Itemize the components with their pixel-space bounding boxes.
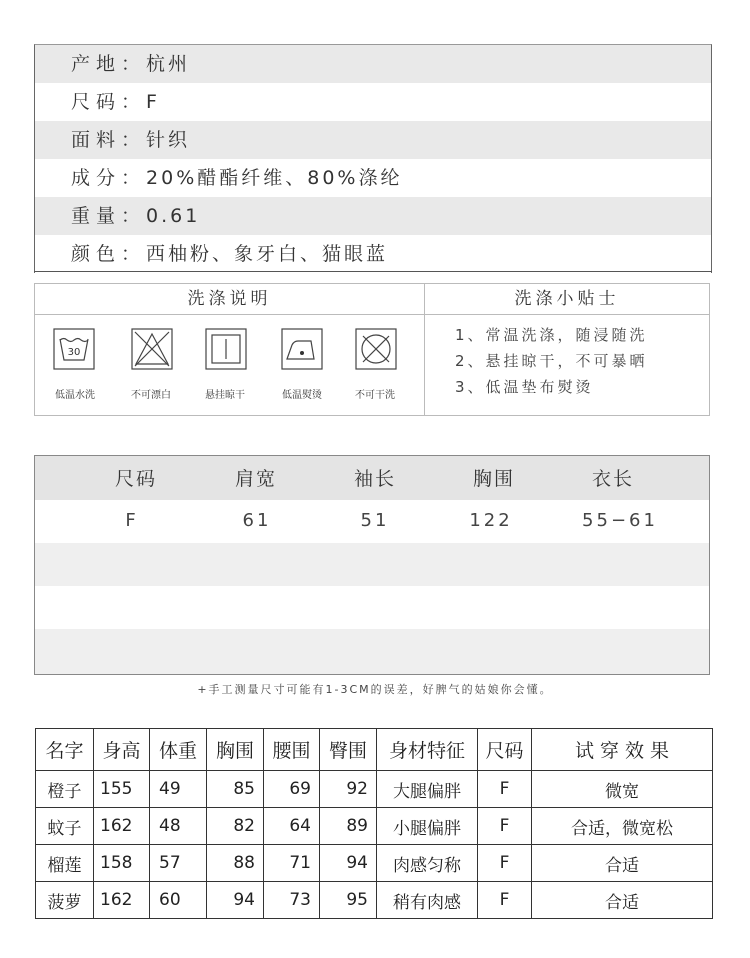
column-header: 胸围 [472,468,516,490]
product-info-panel [34,44,712,273]
table-row [36,771,713,808]
hang-dry-icon [205,328,247,370]
table-cell: 61 [242,510,272,531]
size-chart [34,455,710,675]
info-label: 重量： [71,205,147,227]
table-cell: F [478,808,532,845]
table-cell: 122 [469,510,513,531]
info-row-fabric [35,121,711,159]
info-value: 0.61 [146,205,201,227]
table-cell: 49 [150,771,207,808]
table-cell: 162 [94,808,150,845]
column-header: 衣长 [591,468,635,490]
column-header: 身高 [94,729,150,771]
washing-tips-list [455,322,648,400]
table-cell: F [125,510,139,531]
table-cell: 155 [94,771,150,808]
column-header: 身材特征 [377,729,478,771]
table-cell: 162 [94,882,150,919]
info-label: 面料： [71,129,147,151]
info-value: 20%醋酯纤维、80%涤纶 [146,167,403,189]
table-cell: 88 [207,845,264,882]
table-cell: F [478,882,532,919]
washing-tips-title: 洗涤小贴士 [425,284,709,315]
table-cell: 95 [320,882,377,919]
table-cell: 71 [264,845,320,882]
divider [424,284,425,415]
info-row-weight [35,197,711,235]
column-header: 袖长 [353,468,397,490]
list-item: 2、悬挂晾干，不可暴晒 [455,352,648,370]
info-row-composition [35,159,711,197]
table-cell: 158 [94,845,150,882]
table-cell: 69 [264,771,320,808]
table-row [36,808,713,845]
table-cell: 85 [207,771,264,808]
table-cell: 微宽 [532,771,713,808]
table-cell: 94 [207,882,264,919]
no-bleach-icon [131,328,173,370]
table-cell: 73 [264,882,320,919]
table-cell: 蚊子 [36,808,94,845]
column-header: 肩宽 [234,468,278,490]
table-cell: 60 [150,882,207,919]
table-cell: 82 [207,808,264,845]
info-label: 尺码： [71,91,147,113]
table-cell: 57 [150,845,207,882]
column-header: 体重 [150,729,207,771]
wash-temp-badge: 30 [67,347,81,358]
fitting-table [35,728,713,919]
info-label: 产地： [71,53,147,75]
table-cell: 肉感匀称 [377,845,478,882]
table-cell: 橙子 [36,771,94,808]
table-cell: F [478,771,532,808]
measurement-note: +手工测量尺寸可能有1-3CM的误差，好脾气的姑娘你会懂。 [197,683,553,696]
care-icons [35,314,424,414]
care-caption: 不可干洗 [355,390,395,401]
table-cell: 稍有肉感 [377,882,478,919]
table-cell: 89 [320,808,377,845]
wash-30-icon [53,328,95,370]
empty-row [35,629,709,674]
table-cell: 94 [320,845,377,882]
care-caption: 悬挂晾干 [205,390,245,401]
info-label: 成分： [71,167,147,189]
column-header: 腰围 [264,729,320,771]
list-item: 1、常温洗涤，随浸随洗 [455,326,648,344]
table-cell: 55−61 [582,510,658,531]
empty-row [35,543,709,586]
table-cell: 榴莲 [36,845,94,882]
low-iron-icon [281,328,323,370]
care-caption: 不可漂白 [131,390,171,401]
table-cell: 小腿偏胖 [377,808,478,845]
care-caption: 低温熨烫 [282,390,322,401]
table-cell: 大腿偏胖 [377,771,478,808]
info-row-size [35,83,711,121]
care-caption: 低温水洗 [55,390,95,401]
table-cell: 48 [150,808,207,845]
table-header-row [36,729,713,771]
table-cell: 51 [360,510,390,531]
table-cell: 合适，微宽松 [532,808,713,845]
table-cell: 合适 [532,882,713,919]
column-header: 尺码 [114,468,158,490]
info-value: 西柚粉、象牙白、猫眼蓝 [146,243,389,265]
table-row [36,882,713,919]
list-item: 3、低温垫布熨烫 [455,378,594,396]
column-header: 臀围 [320,729,377,771]
table-row [36,845,713,882]
info-value: F [146,91,160,113]
table-cell: F [478,845,532,882]
table-cell: 64 [264,808,320,845]
washing-panel [34,283,710,416]
no-dry-clean-icon [355,328,397,370]
column-header: 名字 [36,729,94,771]
info-value: 杭州 [146,53,191,75]
table-cell: 92 [320,771,377,808]
table-row [35,500,709,543]
table-cell: 合适 [532,845,713,882]
info-value: 针织 [146,129,191,151]
divider [34,271,712,272]
column-header: 尺码 [478,729,532,771]
column-header: 试 穿 效 果 [532,729,713,771]
info-row-origin [35,45,711,83]
size-chart-header [35,456,709,500]
washing-title: 洗涤说明 [35,284,424,315]
table-cell: 菠萝 [36,882,94,919]
info-label: 颜色： [71,243,147,265]
column-header: 胸围 [207,729,264,771]
info-row-color [35,235,711,273]
